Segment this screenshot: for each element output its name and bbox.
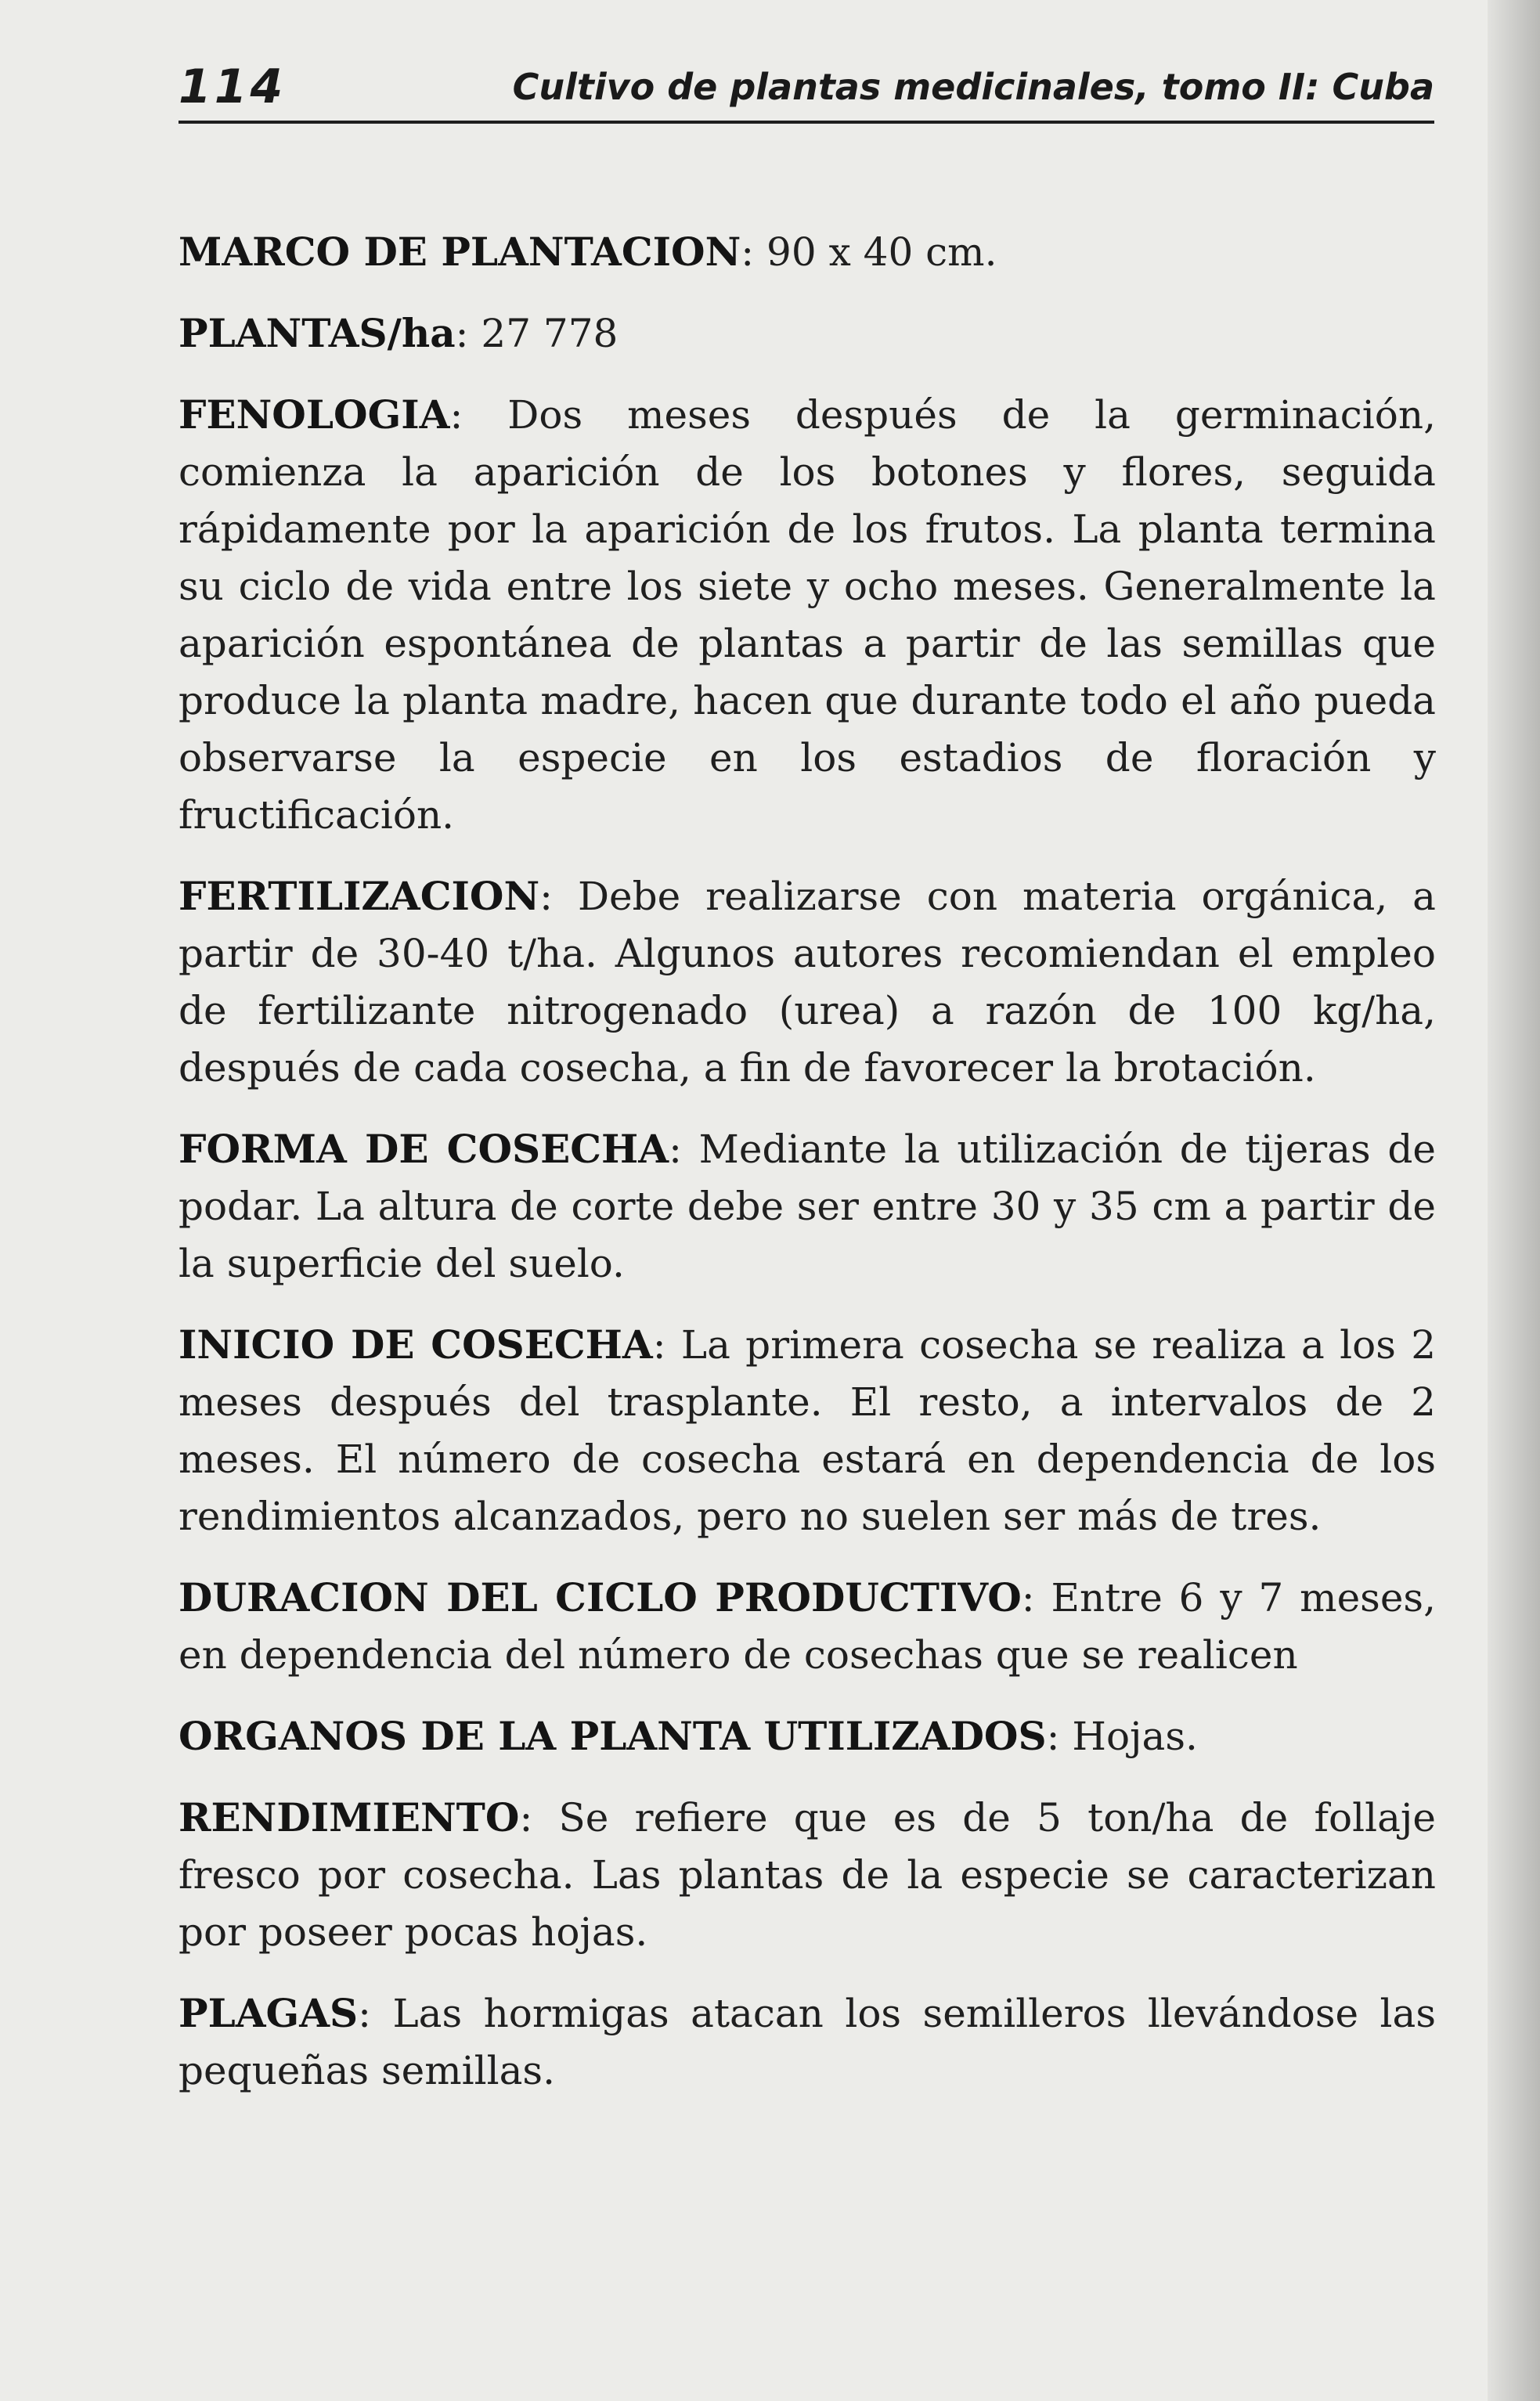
entry-text: 90 x 40 cm. [766,229,997,275]
entry-plantas-ha: PLANTAS/ha: 27 778 [179,310,619,356]
entry-term: ORGANOS DE LA PLANTA UTILIZADOS [179,1713,1047,1759]
entry-term: PLANTAS/ha [179,310,456,356]
entry-rendimiento: RENDIMIENTO: Se refiere que es de 5 ton/ha de follaje fresco por cosecha. Las plantas de la especie se caracterizan por poseer pocas hojas. [179,1794,1436,1955]
entry-term: DURACION DEL CICLO PRODUCTIVO [179,1574,1022,1620]
entry-fenologia: FENOLOGIA: Dos meses después de la germinación, comienza la aparición de los botones y flores, seguida rápidamente por la aparición de los frutos. La planta termina su ciclo de vida entre los siete y ocho meses. Generalmente la aparición espontánea de plantas a partir de las semillas que produce la planta madre, hacen que durante todo el año pueda observarse la especie en los estadios de floración y fructificación. [179,391,1436,838]
entry-marco-de-plantacion: MARCO DE PLANTACION: 90 x 40 cm. [179,229,997,275]
entry-text: Entre 6 y 7 meses, en dependencia del número de cosechas que se realicen [179,1575,1436,1678]
page-body [179,223,1436,2123]
entry-term: INICIO DE COSECHA [179,1321,653,1368]
entry-inicio-de-cosecha: INICIO DE COSECHA: La primera cosecha se realiza a los 2 meses después del trasplante. El resto, a intervalos de 2 meses. El número de cosecha estará en dependencia de los rendimientos alcanzados, pero no suelen ser más de tres. [179,1321,1437,1539]
entry-text: Las hormigas atacan los semilleros llevándose las pequeñas semillas. [179,1991,1436,2093]
entry-text: Mediante la utilización de tijeras de podar. La altura de corte debe ser entre 30 y 35 cm a partir de la superficie del suelo. [179,1127,1436,1286]
entry-term: FERTILIZACION [179,873,540,919]
entry-text: Hojas. [1072,1714,1198,1759]
entry-term: RENDIMIENTO [179,1794,520,1840]
entry-text: Debe realizarse con materia orgánica, a partir de 30-40 t/ha. Algunos autores recomiendan el empleo de fertilizante nitrogenado (urea) a razón de 100 kg/ha, después de cada cosecha, a fin de favorecer la brotación. [179,874,1436,1091]
entry-text: Dos meses después de la germinación, comienza la aparición de los botones y flores, seguida rápidamente por la aparición de los frutos. La planta termina su ciclo de vida entre los siete y ocho meses. Generalmente la aparición espontánea de plantas a partir de las semillas que produce la planta madre, hacen que durante todo el año pueda observarse la especie en los estadios de floración y fructificación. [179,392,1436,838]
page-edge-shadow [1488,0,1540,2401]
entry-forma-de-cosecha: FORMA DE COSECHA: Mediante la utilización de tijeras de podar. La altura de corte debe ser entre 30 y 35 cm a partir de la superficie del suelo. [179,1126,1436,1286]
running-title: Cultivo de plantas medicinales, tomo II: Cuba [512,66,1434,108]
entry-text: La primera cosecha se realiza a los 2 meses después del trasplante. El resto, a intervalos de 2 meses. El número de cosecha estará en dependencia de los rendimientos alcanzados, pero no suelen ser más de tres. [179,1322,1437,1539]
entry-term: MARCO DE PLANTACION [179,229,741,275]
page-number: 114 [179,59,287,114]
entry-text: 27 778 [481,311,619,356]
entry-term: PLAGAS [179,1990,359,2036]
page-header [179,55,1434,124]
entry-text: Se refiere que es de 5 ton/ha de follaje fresco por cosecha. Las plantas de la especie se caracterizan por poseer pocas hojas. [179,1795,1436,1955]
entry-organos-utilizados: ORGANOS DE LA PLANTA UTILIZADOS: Hojas. [179,1713,1198,1759]
entry-plagas: PLAGAS: Las hormigas atacan los semilleros llevándose las pequeñas semillas. [179,1990,1436,2093]
entry-fertilizacion: FERTILIZACION: Debe realizarse con materia orgánica, a partir de 30-40 t/ha. Algunos autores recomiendan el empleo de fertilizante nitrogenado (urea) a razón de 100 kg/ha, después de cada cosecha, a fin de favorecer la brotación. [179,873,1436,1091]
entry-duracion-del-ciclo: DURACION DEL CICLO PRODUCTIVO: Entre 6 y 7 meses, en dependencia del número de cosechas que se realicen [179,1574,1436,1678]
entry-term: FORMA DE COSECHA [179,1126,669,1172]
entry-term: FENOLOGIA [179,391,450,438]
